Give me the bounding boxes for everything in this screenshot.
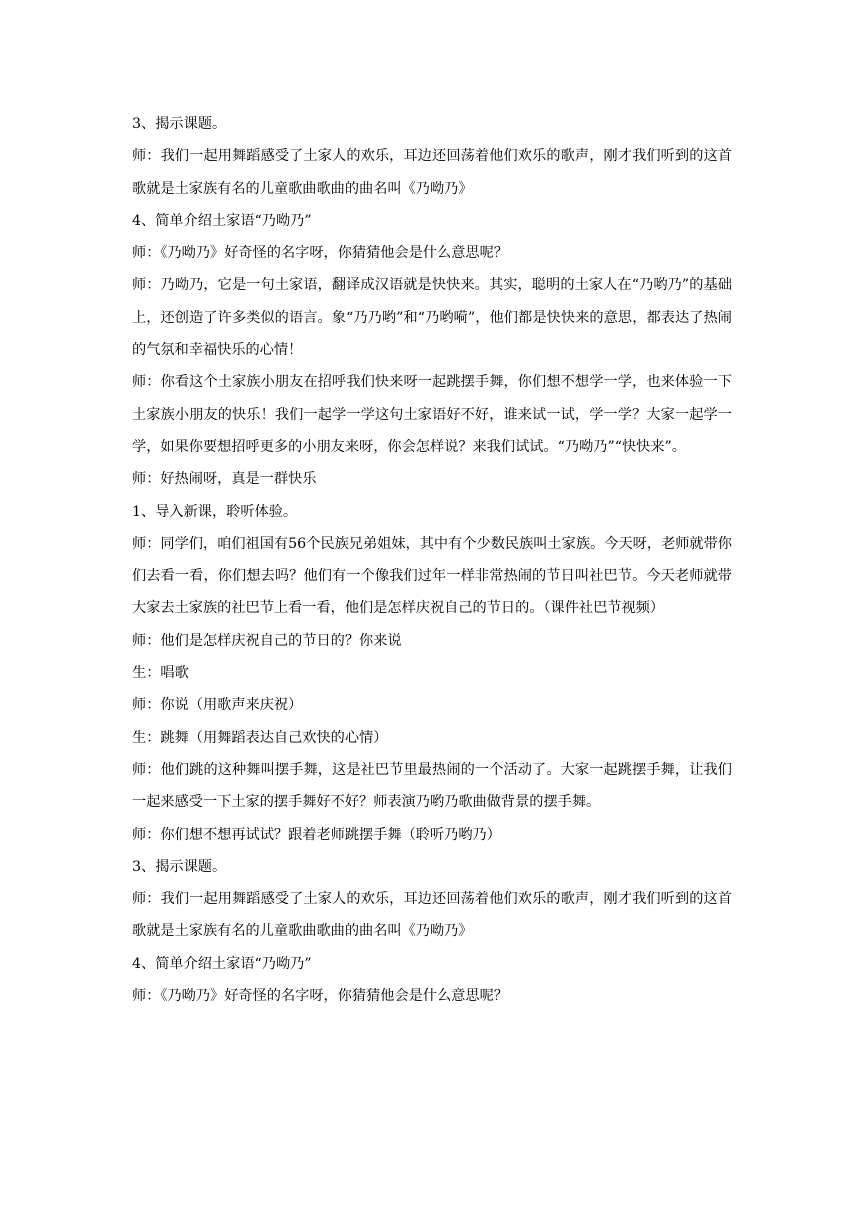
teacher-line-dance-song-name-repeat: 师：我们一起用舞蹈感受了土家人的欢乐，耳边还回荡着他们欢乐的歌声，刚才我们听到的这首歌就是土家族有名的儿童歌曲歌曲的曲名叫《乃呦乃》 xyxy=(132,891,732,940)
student-line-sing: 生：唱歌 xyxy=(132,665,189,682)
document-body xyxy=(132,108,732,1012)
teacher-line-explain-meaning: 师：乃呦乃，它是一句土家语，翻译成汉语就是快快来。其实，聪明的土家人在“乃哟乃”的基础上，还创造了许多类似的语言。象“乃乃哟”和“乃哟嗬”，他们都是快快来的意思，都表达了热闹的气氛和幸福快乐的心情！ xyxy=(132,277,732,359)
section-heading-tujia-language-repeat: 4、简单介绍土家语“乃呦乃” xyxy=(132,955,312,972)
teacher-line-learn-phrase: 师：你看这个土家族小朋友在招呼我们快来呀一起跳摆手舞，你们想不想学一学，也来体验一下土家族小朋友的快乐！我们一起学一学这句土家语好不好，谁来试一试，学一学？大家一起学一学，如果你要想招呼更多的小朋友来呀，你会怎样说？来我们试试。“乃呦乃”“快快来”。 xyxy=(132,374,732,455)
teacher-line-intro-festival: 师：同学们，咱们祖国有56个民族兄弟姐妹，其中有个少数民族叫土家族。今天呀，老师就带你们去看一看，你们想去吗？他们有一个像我们过年一样非常热闹的节日叫社巴节。今天老师就带大家去土家族的社巴节上看一看，他们是怎样庆祝自己的节日的。（课件社巴节视频） xyxy=(132,535,732,617)
teacher-line-guess-meaning-repeat: 师：《乃呦乃》好奇怪的名字呀，你猜猜他会是什么意思呢？ xyxy=(132,988,508,1005)
teacher-line-you-say: 师：你说（用歌声来庆祝） xyxy=(132,697,303,714)
teacher-line-how-celebrate: 师：他们是怎样庆祝自己的节日的？你来说 xyxy=(132,632,402,649)
teacher-line-dance-song-name: 师：我们一起用舞蹈感受了土家人的欢乐，耳边还回荡着他们欢乐的歌声，刚才我们听到的这首歌就是土家族有名的儿童歌曲歌曲的曲名叫《乃呦乃》 xyxy=(132,148,732,197)
teacher-line-guess-meaning: 师：《乃呦乃》好奇怪的名字呀，你猜猜他会是什么意思呢？ xyxy=(132,245,508,262)
section-heading-intro-listen: 1、导入新课，聆听体验。 xyxy=(132,503,298,520)
teacher-line-try-again: 师：你们想不想再试试？跟着老师跳摆手舞（聆听乃哟乃） xyxy=(132,826,501,843)
student-line-dance: 生：跳舞（用舞蹈表达自己欢快的心情） xyxy=(132,729,388,746)
section-heading-reveal-topic-repeat: 3、揭示课题。 xyxy=(132,858,227,875)
section-heading-tujia-language: 4、简单介绍土家语“乃呦乃” xyxy=(132,212,312,229)
section-heading-reveal-topic: 3、揭示课题。 xyxy=(132,116,227,132)
teacher-line-hand-waving-dance: 师：他们跳的这种舞叫摆手舞，这是社巴节里最热闹的一个活动了。大家一起跳摆手舞，让我们一起来感受一下土家的摆手舞好不好？师表演乃哟乃歌曲做背景的摆手舞。 xyxy=(132,761,732,811)
teacher-line-lively: 师：好热闹呀，真是一群快乐 xyxy=(132,471,317,488)
